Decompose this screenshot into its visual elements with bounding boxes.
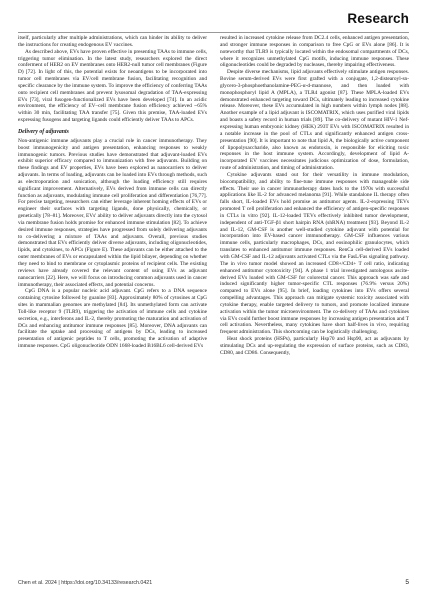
paragraph: Cytokine adjuvants stand out for their versatility in immune modulation, biocompatibility, and ability to fine-tune immune responses with manageable side effects. Their use in cancer immunotherapy dates back to the 1970s with successful applications like IL-2 for advanced melanoma [91]. While standalone IL therapy often falls short, IL-loaded EVs hold promise as antitumor agents. IL-2-expressing TEVs promoted T cell proliferation and enhanced the efficiency of antigen-specific responses in CTLs in vitro [92]. IL-12-loaded TEVs effectively inhibited tumor development, independent of anti-TGF-β1 short hairpin RNA (shRNA) treatment [93]. Beyond IL-2 and IL-12, GM-CSF is another well-studied cytokine adjuvant with potential for incorporation into EV-based cancer immunotherapy. GM-CSF influences various immune cells, particularly macrophages, DCs, and eosinophilic granulocytes, which translates to enhanced antitumor immune responses. RenCa cell-derived EVs loaded with GM-CSF and IL-12 adjuvants activated CTLs via the FasL/Fas signaling pathway. The in vivo tumor model showed an increased CD8+/CD4+ T cell ratio, indicating enhanced antitumor cytotoxicity [94]. A phase 1 trial investigated autologous ascite-derived EVs loaded with GM-CSF for colorectal cancer. This approach was safe and induced significantly higher tumor-specific CTL responses (76.9% versus 20%) compared to EVs alone [95]. In brief, loading cytokines into EVs offers several compelling advantages. This approach can mitigate systemic toxicity associated with cytokine therapy, enable targeted delivery to tumors, and promote localized immune activation within the tumor microenvironment. The co-delivery of TAAs and cytokines via EVs could further boost immune responses by increasing antigen presentation and T cell activation. Nevertheless, many cytokines have short half-lives in vivo, requiring frequent administration. This shortcoming can be logistically challenging. xyxy=(220,171,409,336)
citation-link[interactable]: Chen et al. 2024 | https://doi.org/10.34133/research.0421 xyxy=(18,580,153,586)
page-footer xyxy=(18,579,409,589)
paragraph: As described above, EVs have proven effective in presenting TAAs to immune cells, triggering tumor elimination. In the latest study, researchers explored the direct conferment of HER2 on EV membranes onto HER2-null tumor cell membranes (Figure D) [72]. In light of this, the potential exists for neoantigens to be incorporated into tumor cell membranes via EV/cell membrane fusion, facilitating recognition and specific clearance by the immune system. To improve the efficiency of conferring TAAs onto recipient cell membranes and prevent lysosomal degradation of TAA-expressing EVs [73], viral fusogen-functionalized EVs have been developed [74]. In an acidic environment, the efficiency of EV–cell membrane fusion efficiency achieved ~65% within 30 min, facilitating TAA transfer [75]. Given this premise, TAA-loaded EVs expressing fusogens and targeting ligands could efficiently deliver TAAs to APCs. xyxy=(18,48,207,124)
paragraph: Heat shock proteins (HSPs), particularly Hsp70 and Hsp90, act as adjuvants by stimulating DCs and up-regulating the expression of surface proteins, such as CD83, CD80, and CD86. Consequently, xyxy=(220,336,409,356)
journal-title: Research xyxy=(347,11,409,26)
paragraph: Non-antigenic immune adjuvants play a crucial role in cancer immunotherapy. They boost immunogenicity and antigen presentation, enhancing responses to weakly immunogenic tumors. Previous studies have demonstrated that adjuvant-loaded EVs exhibit superior efficacy compared to immunization with free adjuvants. Building on these findings and EV properties, EVs have been explored as nanocarriers to deliver adjuvants. In terms of loading, adjuvants can be loaded into EVs through methods, such as electroporation and sonication, although the loading efficiency still requires significant improvement. Alternatively, EVs derived from immune cells can directly function as adjuvants, modulating immune cell proliferation and differentiation [76,77]. For precise targeting, researchers can either leverage inherent homing effects of EVs or engineer their surfaces with targeting ligands, done physically, chemically, or genetically [78–81]. Moreover, EVs' ability to deliver adjuvants directly into the cytosol via membrane fusion holds promise for enhanced immune stimulation [82]. To achieve desired immune responses, strategies have progressed from solely delivering adjuvants to co-delivering a mixture of TAAs and adjuvants. Overall, previous studies demonstrated that EVs efficiently deliver diverse adjuvants, including oligonucleotides, lipids, and cytokines, to APCs (Figure E). These adjuvants can be either attached to the outer membranes of EVs or encapsulated within the lipid bilayer, depending on whether they need to bind to membrane or cytoplasmic proteins of recipient cells. The existing reviews have already covered the relevant content of using EVs as adjuvant nanocarriers [22]. Here, we will focus on introducing common adjuvants used in cancer immunotherapy, their associated effects, and potential concerns. xyxy=(18,137,207,288)
page-number: 5 xyxy=(405,579,409,586)
paragraph: CpG DNA is a popular nucleic acid adjuvant. CpG refers to a DNA sequence containing cytosine followed by guanine [83]. Approximately 80% of cytosines at CpG sites in mammalian genomes are methylated [84]. Its unmethylated form can activate Toll-like receptor 9 (TLR9), triggering the activation of immune cells and cytokine secretion, e.g., interferons and IL-2, thereby promoting the maturation and activation of DCs and enhancing antitumor immune responses [85]. Moreover, DNA adjuvants can facilitate the uptake and processing of antigens by DCs, leading to increased presentation of antigenic peptides to T cells, promoting the activation of adaptive immune responses. CpG oligonucleotide ODN 1668-loaded B16BL6 cell-derived EVs xyxy=(18,288,207,350)
paragraph: Despite diverse mechanisms, lipid adjuvants effectively stimulate antigen responses. Bovine serum-derived EVs were first grafted with a conjugate, 1,2-distearoyl-sn-glycero-3-phosphoethanolamine-PEG-α-d-mannose, and then loaded with monophosphoryl lipid A (MPLA), a TLR4 agonist [87]. These MPLA-loaded EVs demonstrated enhanced targeting toward DCs, ultimately leading to increased cytokine release. Moreover, these EVs accumulated in high numbers within lymph nodes [88]. Another example of a lipid adjuvant is ISCOMATRIX, which uses purified viral lipids and boasts a safety record in human trials [89]. The co-delivery of mutant HIV-1 Nef-expressing human embryonic kidney (HEK) 293T EVs with ISCOMATRIX resulted in a notable increase in the pool of CTLs and significantly enhanced antigen cross-presentation [90]. It is important to note that lipid A, the biologically active component of lipopolysaccharide, also known as endotoxin, is responsible for eliciting toxic responses in the host immune system. Accordingly, development of lipid A-incorporated EV vaccines necessitates judicious optimization of dose, formulation, route of administration, and timing of administration. xyxy=(220,69,409,172)
left-column xyxy=(18,35,207,580)
right-column xyxy=(220,35,409,580)
paragraph: itself, particularly after multiple administrations, which can hinder its ability to deliver the instructions for creating endogenous EV vaccines. xyxy=(18,35,207,48)
section-heading: Delivery of adjuvants xyxy=(18,128,69,135)
paragraph: resulted in increased cytokine release from DC2.4 cells, enhanced antigen presentation, and stronger immune responses in comparison to free CpG or EVs alone [86]. It is noteworthy that TLR9 is typically located within the endosomal compartments of DCs, where it recognizes unmethylated CpG motifs, inducing immune responses. These oligonucleotides could be degraded by nucleases, thereby impairing effectiveness. xyxy=(220,35,409,69)
header-divider xyxy=(18,32,409,33)
